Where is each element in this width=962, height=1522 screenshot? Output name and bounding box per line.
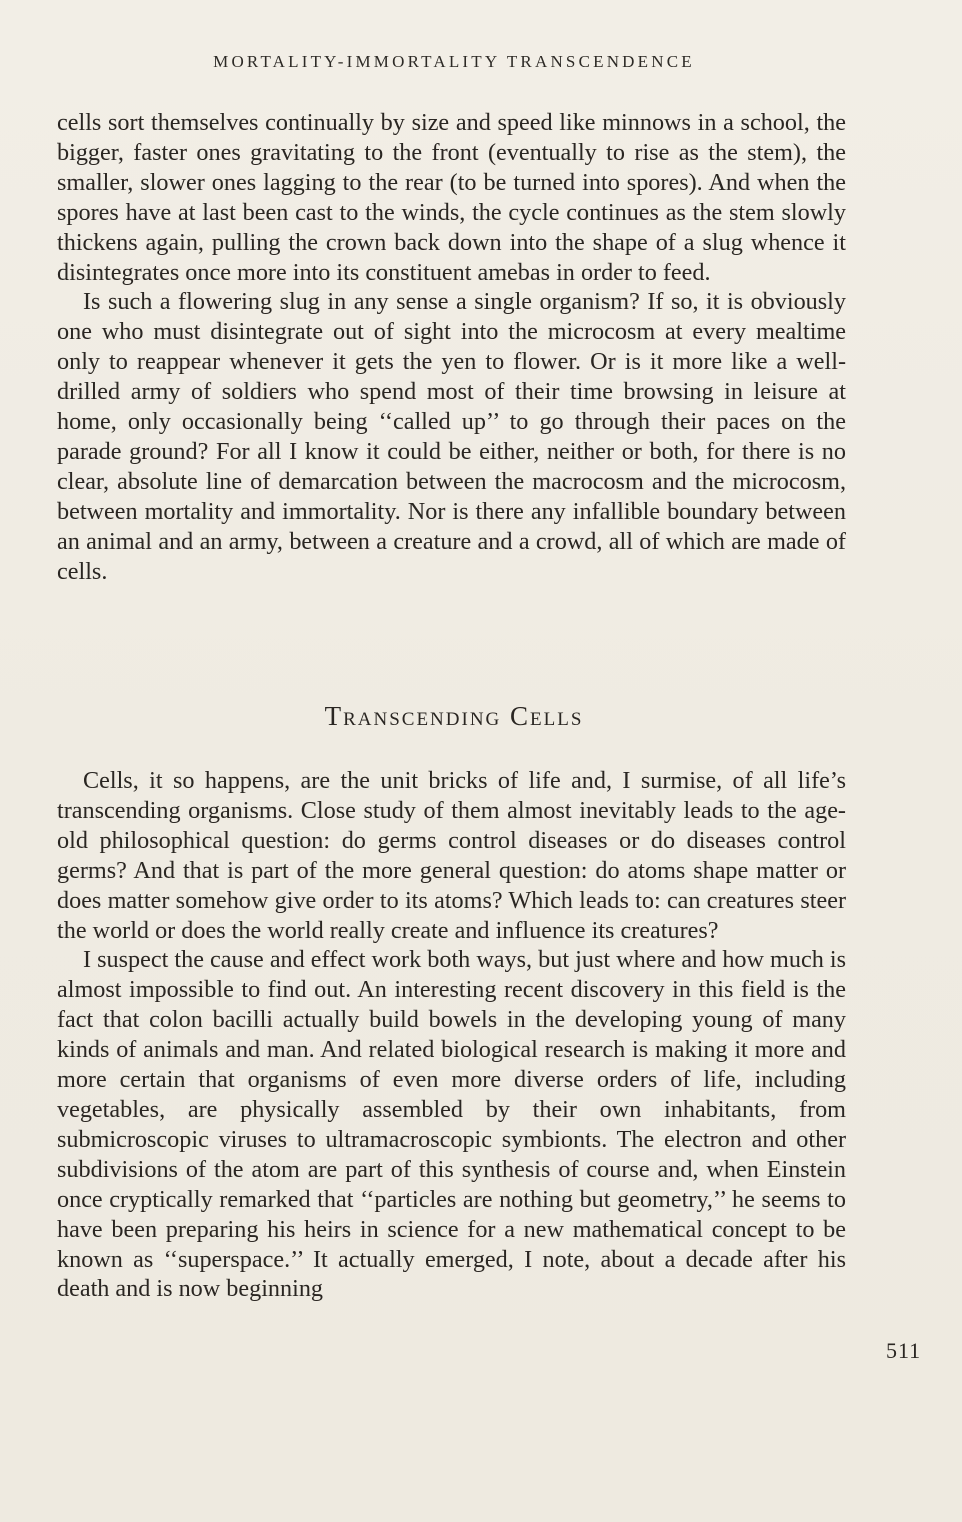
paragraph: I suspect the cause and effect work both ways, but just where and how much is almost impossible to find out. An interesting recent discovery in this field is the fact that colon bacilli actually build bowels in the developing young of many kinds of animals and man. And related biological research is making it more and more certain that organisms of even more diverse orders of life, including vegetables, are physically assembled by their own inhabitants, from submicroscopic viruses to ultramacroscopic symbionts. The electron and other subdivisions of the atom are part of this synthesis of course and, when Einstein once cryptically remarked that ‘‘particles are nothing but geometry,’’ he seems to have been preparing his heirs in science for a new mathematical concept to be known as ‘‘superspace.’’ It actually emerged, I note, about a decade after his death and is now beginning — [57, 946, 846, 1303]
paragraph: cells sort themselves continually by size and speed like minnows in a school, the bigger, faster ones gravitating to the front (eventually to rise as the stem), the smaller, slower ones lagging to the rear (to be turned into spores). And when the spores have at last been cast to the winds, the cycle continues as the stem slowly thickens again, pulling the crown back down into the shape of a slug whence it disintegrates once more into its constituent amebas in order to feed. — [57, 109, 846, 286]
section-heading: Transcending Cells — [324, 701, 584, 731]
paragraph: Is such a flowering slug in any sense a single organism? If so, it is obviously one who must disintegrate out of sight into the microcosm at every mealtime only to reappear whenever it gets the yen to flower. Or is it more like a well-drilled army of soldiers who spend most of their time browsing in leisure at home, only occasionally being ‘‘called up’’ to go through their paces on the parade ground? For all I know it could be either, neither or both, for there is no clear, absolute line of demarcation between the macrocosm and the microcosm, between mortality and immortality. Nor is there any infallible boundary between an animal and an army, between a creature and a crowd, all of which are made of cells. — [57, 288, 846, 585]
page-number: 511 — [886, 1338, 922, 1363]
running-head: MORTALITY-IMMORTALITY TRANSCENDENCE — [213, 52, 695, 71]
body-text-top — [57, 108, 846, 587]
body-text-bottom — [57, 766, 846, 1304]
paragraph: Cells, it so happens, are the unit bricks of life and, I surmise, of all life’s transcending organisms. Close study of them almost inevitably leads to the age-old philosophical question: do germs control diseases or do diseases control germs? And that is part of the more general question: do atoms shape matter or does matter somehow give order to its atoms? Which leads to: can creatures steer the world or does the world really create and influence its creatures? — [57, 767, 846, 944]
